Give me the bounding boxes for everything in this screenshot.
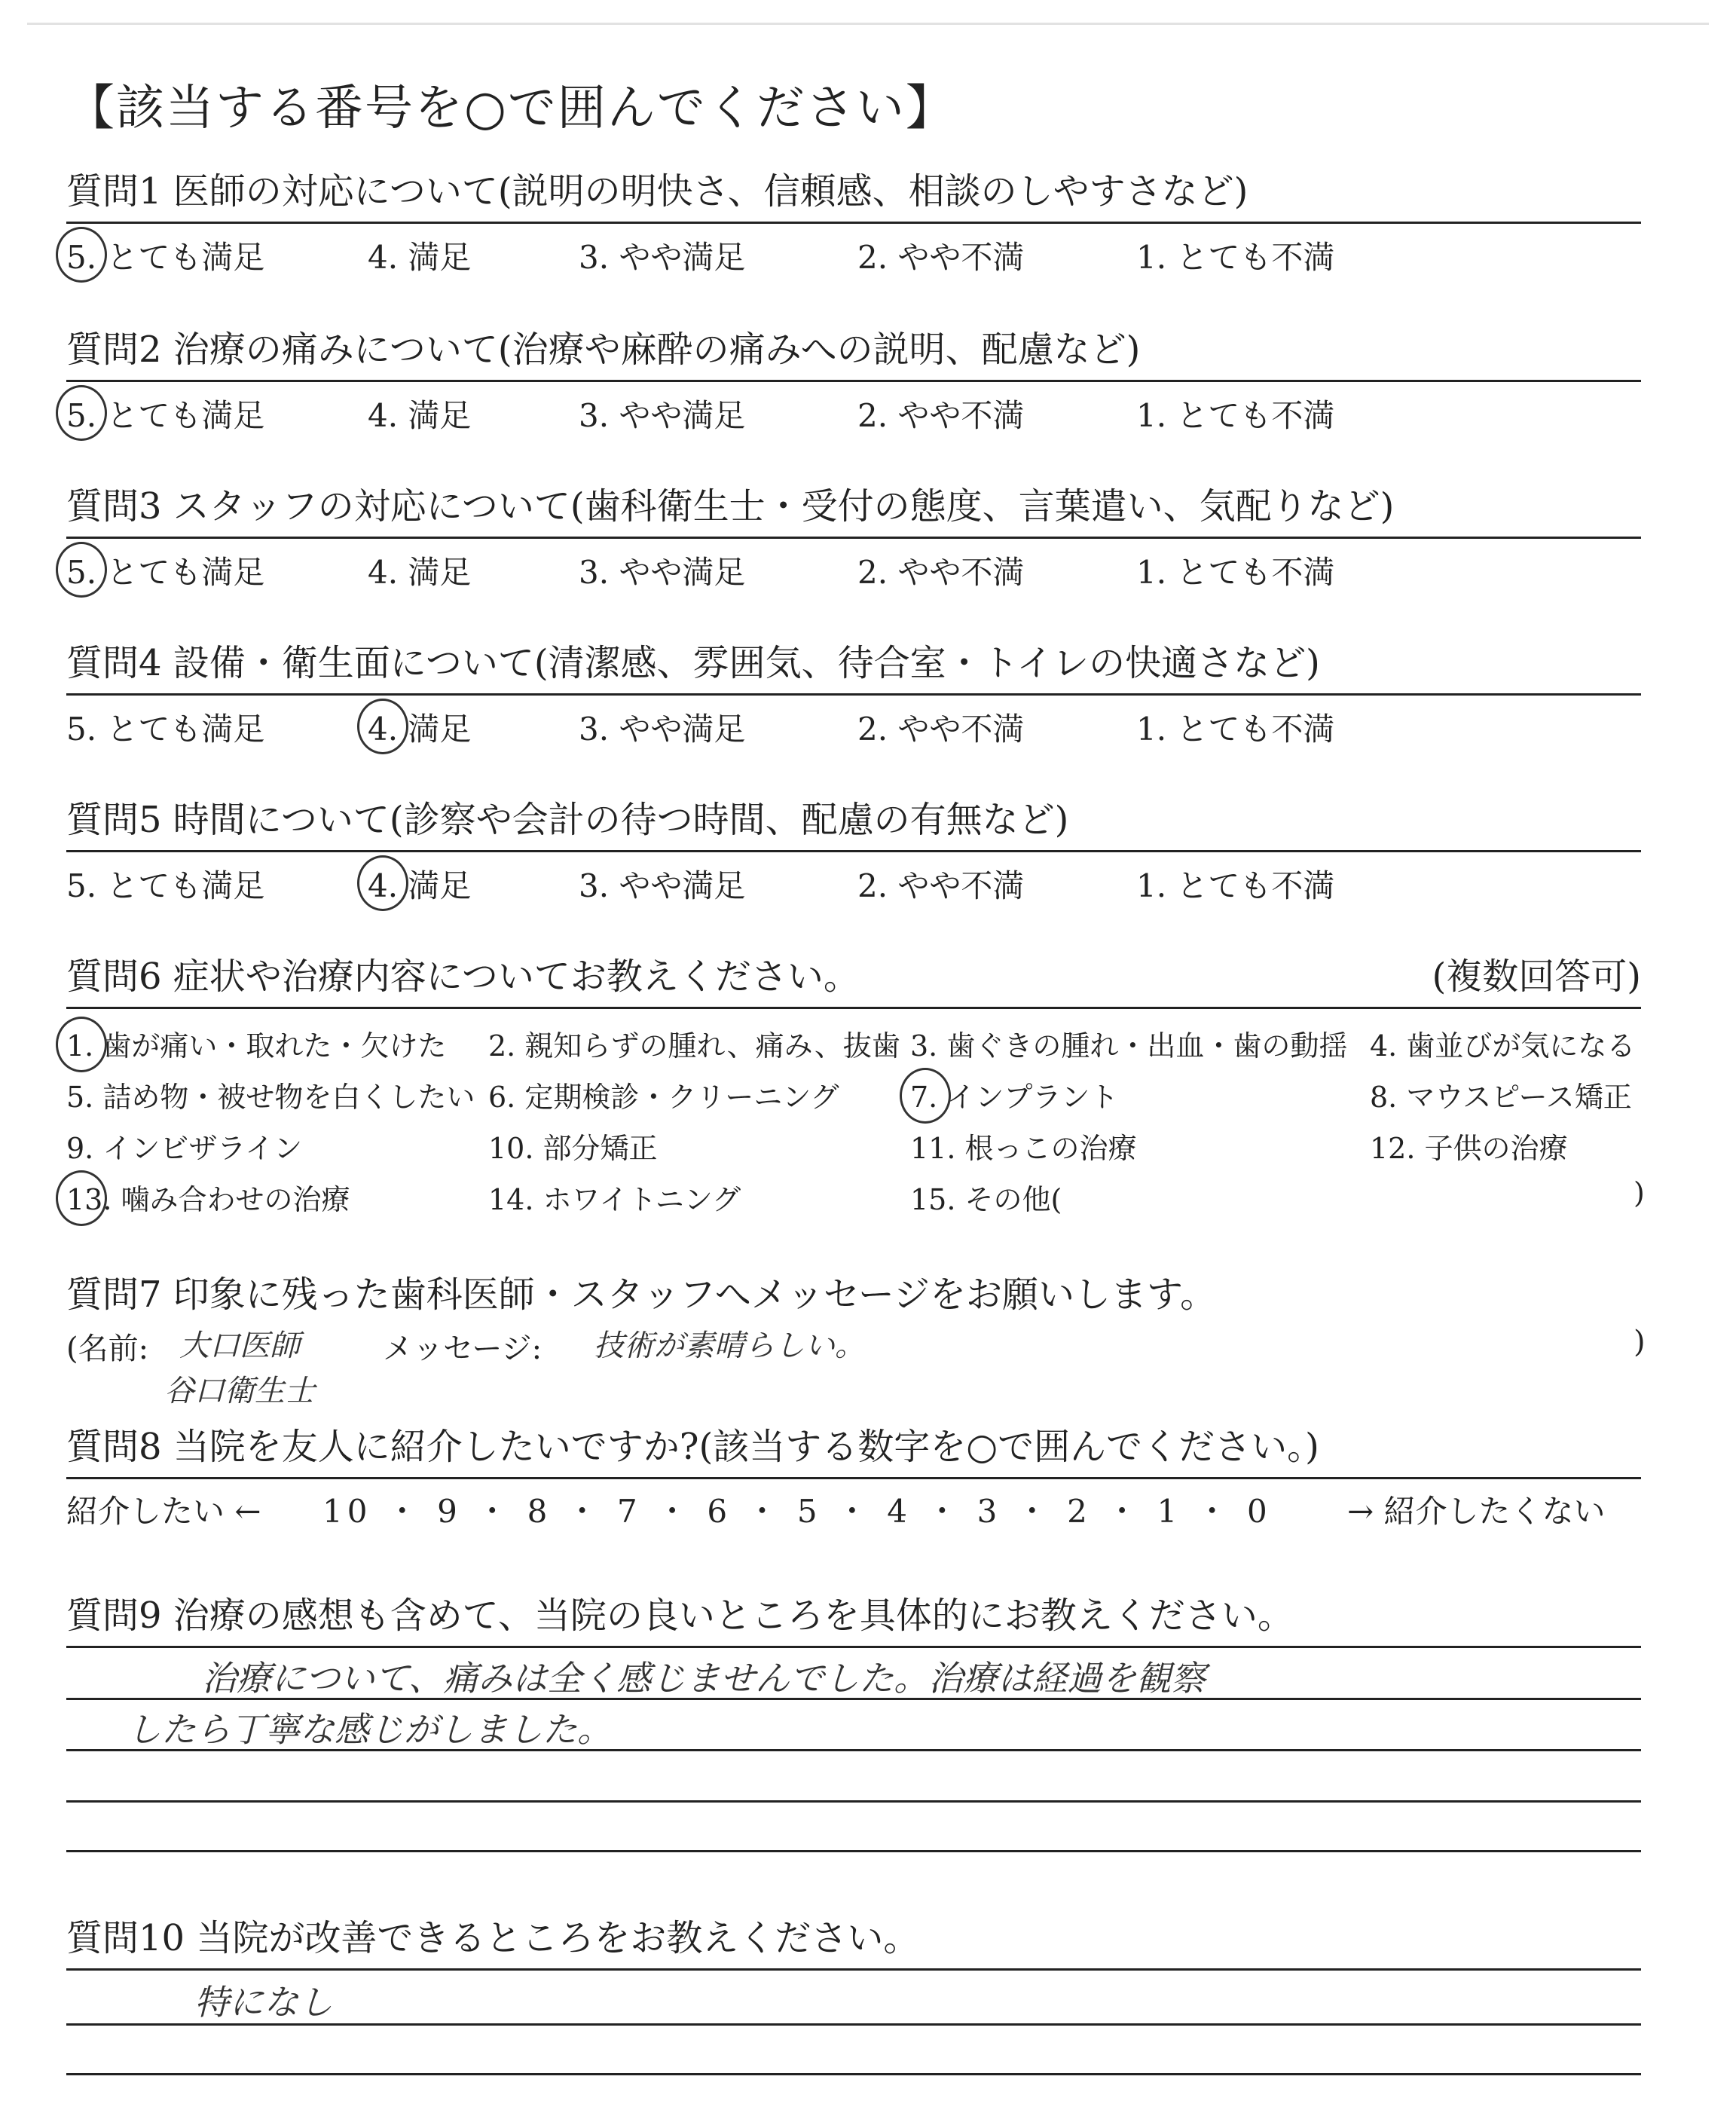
rating-option-5[interactable] bbox=[66, 391, 264, 436]
symptom-option-6[interactable]: 6. 定期検診・クリーニング bbox=[488, 1081, 839, 1114]
rating-option-5[interactable] bbox=[66, 548, 264, 593]
top-border bbox=[27, 23, 1709, 25]
other-close-paren: ) bbox=[1634, 1176, 1645, 1209]
symptom-option-10[interactable]: 10. 部分矯正 bbox=[488, 1132, 658, 1165]
rating-option-4[interactable]: 4. 満足 bbox=[368, 239, 472, 276]
question-5 bbox=[66, 796, 1641, 905]
rating-options bbox=[66, 852, 1641, 905]
selection-circle: 5. とても満足 bbox=[66, 391, 264, 436]
question-8 bbox=[66, 1423, 1641, 1532]
answer-rule bbox=[66, 1749, 1641, 1751]
rating-option-2[interactable]: 2. やや不満 bbox=[857, 397, 1025, 434]
selection-circle: 7. インプラント bbox=[910, 1074, 1118, 1115]
question-6 bbox=[66, 953, 1645, 1235]
rating-option-1[interactable]: 1. とても不満 bbox=[1136, 397, 1335, 434]
message-close-paren: ) bbox=[1634, 1325, 1646, 1359]
rating-option-2[interactable]: 2. やや不満 bbox=[857, 867, 1025, 904]
rating-option-4[interactable]: 4. 満足 bbox=[368, 554, 472, 591]
question-title-text: 質問6 症状や治療内容についてお教えください。 bbox=[66, 956, 860, 998]
rating-option-3[interactable]: 3. やや満足 bbox=[579, 711, 746, 748]
selection-circle: 4. 満足 bbox=[368, 705, 471, 750]
question-title: 質問5 時間について(診察や会計の待つ時間、配慮の有無など) bbox=[66, 796, 1641, 852]
selection-circle: 5. とても満足 bbox=[66, 233, 264, 278]
symptom-option-8[interactable]: 8. マウスピース矯正 bbox=[1370, 1081, 1632, 1114]
answer-rule bbox=[66, 1698, 1641, 1700]
recommend-scale bbox=[66, 1477, 1641, 1532]
symptom-option-13[interactable] bbox=[66, 1176, 350, 1218]
rating-option-3[interactable]: 3. やや満足 bbox=[579, 397, 746, 434]
symptom-option-1[interactable] bbox=[66, 1023, 446, 1064]
rating-option-2[interactable]: 2. やや不満 bbox=[857, 239, 1025, 276]
rating-option-5[interactable] bbox=[66, 233, 264, 278]
name-value-1[interactable]: 大口医師 bbox=[179, 1329, 300, 1363]
answer-line-1[interactable]: 特になし bbox=[194, 1982, 333, 2023]
answer-rule bbox=[66, 2023, 1641, 2026]
rating-option-1[interactable]: 1. とても不満 bbox=[1136, 867, 1335, 904]
selection-circle: 13. 噛み合わせの治療 bbox=[66, 1176, 350, 1218]
question-title: 質問2 治療の痛みについて(治療や麻酔の痛みへの説明、配慮など) bbox=[66, 326, 1641, 382]
page-title: 【該当する番号を○で囲んでください】 bbox=[66, 81, 955, 136]
question-title: 質問8 当院を友人に紹介したいですか?(該当する数字を○で囲んでください。) bbox=[66, 1426, 1319, 1468]
rating-option-3[interactable]: 3. やや満足 bbox=[579, 554, 746, 591]
rating-options bbox=[66, 382, 1641, 435]
question-3 bbox=[66, 482, 1641, 592]
rating-options bbox=[66, 696, 1641, 748]
rating-option-2[interactable]: 2. やや不満 bbox=[857, 711, 1025, 748]
answer-lines bbox=[66, 1971, 1641, 2084]
selection-circle: 5. とても満足 bbox=[66, 548, 264, 593]
rating-option-3[interactable]: 3. やや満足 bbox=[579, 867, 746, 904]
message-area bbox=[66, 1325, 1646, 1408]
name-value-2[interactable]: 谷口衛生士 bbox=[164, 1374, 315, 1408]
name-label: (名前: bbox=[66, 1332, 149, 1366]
question-title: 質問9 治療の感想も含めて、当院の良いところを具体的にお教えください。 bbox=[66, 1592, 1641, 1648]
answer-line-1[interactable]: 治療について、痛みは全く感じませんでした。治療は経過を観察 bbox=[202, 1658, 1206, 1699]
scale-numbers[interactable]: 10 ・ 9 ・ 8 ・ 7 ・ 6 ・ 5 ・ 4 ・ 3 ・ 2 ・ 1 ・ 0 bbox=[322, 1493, 1272, 1530]
rating-option-4[interactable]: 4. 満足 bbox=[368, 397, 472, 434]
symptom-option-12[interactable]: 12. 子供の治療 bbox=[1370, 1132, 1568, 1165]
message-label: メッセージ: bbox=[383, 1332, 542, 1366]
rating-options bbox=[66, 224, 1641, 277]
rating-option-4[interactable] bbox=[368, 861, 471, 907]
question-title bbox=[66, 953, 1641, 1009]
question-2 bbox=[66, 326, 1641, 435]
rating-options bbox=[66, 539, 1641, 592]
question-title: 質問4 設備・衛生面について(清潔感、雰囲気、待合室・トイレの快適さなど) bbox=[66, 639, 1641, 696]
message-value[interactable]: 技術が素晴らしい。 bbox=[594, 1329, 865, 1363]
rating-option-5[interactable]: 5. とても満足 bbox=[66, 867, 265, 904]
question-4 bbox=[66, 639, 1641, 748]
scale-right-label: → 紹介したくない bbox=[1347, 1493, 1606, 1530]
question-title: 質問7 印象に残った歯科医師・スタッフへメッセージをお願いします。 bbox=[66, 1274, 1217, 1316]
symptom-options bbox=[66, 1009, 1645, 1235]
rating-option-3[interactable]: 3. やや満足 bbox=[579, 239, 746, 276]
question-7 bbox=[66, 1271, 1646, 1408]
answer-rule bbox=[66, 2073, 1641, 2075]
symptom-option-4[interactable]: 4. 歯並びが気になる bbox=[1370, 1029, 1636, 1063]
question-10 bbox=[66, 1914, 1641, 2084]
symptom-option-2[interactable]: 2. 親知らずの腫れ、痛み、抜歯 bbox=[488, 1029, 900, 1063]
selection-circle: 1. 歯が痛い・取れた・欠けた bbox=[66, 1023, 446, 1064]
multiple-answers-note: (複数回答可) bbox=[1432, 956, 1641, 998]
symptom-option-3[interactable]: 3. 歯ぐきの腫れ・出血・歯の動揺 bbox=[910, 1029, 1348, 1063]
rating-option-1[interactable]: 1. とても不満 bbox=[1136, 711, 1335, 748]
rating-option-5[interactable]: 5. とても満足 bbox=[66, 711, 265, 748]
answer-rule bbox=[66, 1800, 1641, 1803]
answer-lines bbox=[66, 1648, 1641, 1852]
rating-option-1[interactable]: 1. とても不満 bbox=[1136, 239, 1335, 276]
rating-option-4[interactable] bbox=[368, 705, 471, 750]
question-1 bbox=[66, 167, 1641, 277]
answer-line-2[interactable]: したら丁寧な感じがしました。 bbox=[127, 1709, 612, 1750]
rating-option-2[interactable]: 2. やや不満 bbox=[857, 554, 1025, 591]
question-9 bbox=[66, 1592, 1641, 1852]
question-title: 質問1 医師の対応について(説明の明快さ、信頼感、相談のしやすさなど) bbox=[66, 167, 1641, 224]
answer-rule bbox=[66, 1850, 1641, 1852]
symptom-option-15[interactable]: 15. その他( bbox=[910, 1183, 1062, 1216]
symptom-option-7[interactable] bbox=[910, 1074, 1118, 1115]
symptom-option-5[interactable]: 5. 詰め物・被せ物を白くしたい bbox=[66, 1081, 475, 1114]
selection-circle: 4. 満足 bbox=[368, 861, 471, 907]
symptom-option-14[interactable]: 14. ホワイトニング bbox=[488, 1183, 741, 1216]
question-title: 質問3 スタッフの対応について(歯科衛生士・受付の態度、言葉遣い、気配りなど) bbox=[66, 482, 1641, 539]
rating-option-1[interactable]: 1. とても不満 bbox=[1136, 554, 1335, 591]
symptom-option-11[interactable]: 11. 根っこの治療 bbox=[910, 1132, 1137, 1165]
scale-left-label: 紹介したい ← bbox=[66, 1493, 261, 1530]
symptom-option-9[interactable]: 9. インビザライン bbox=[66, 1132, 303, 1165]
question-title: 質問10 当院が改善できるところをお教えください。 bbox=[66, 1914, 1641, 1971]
